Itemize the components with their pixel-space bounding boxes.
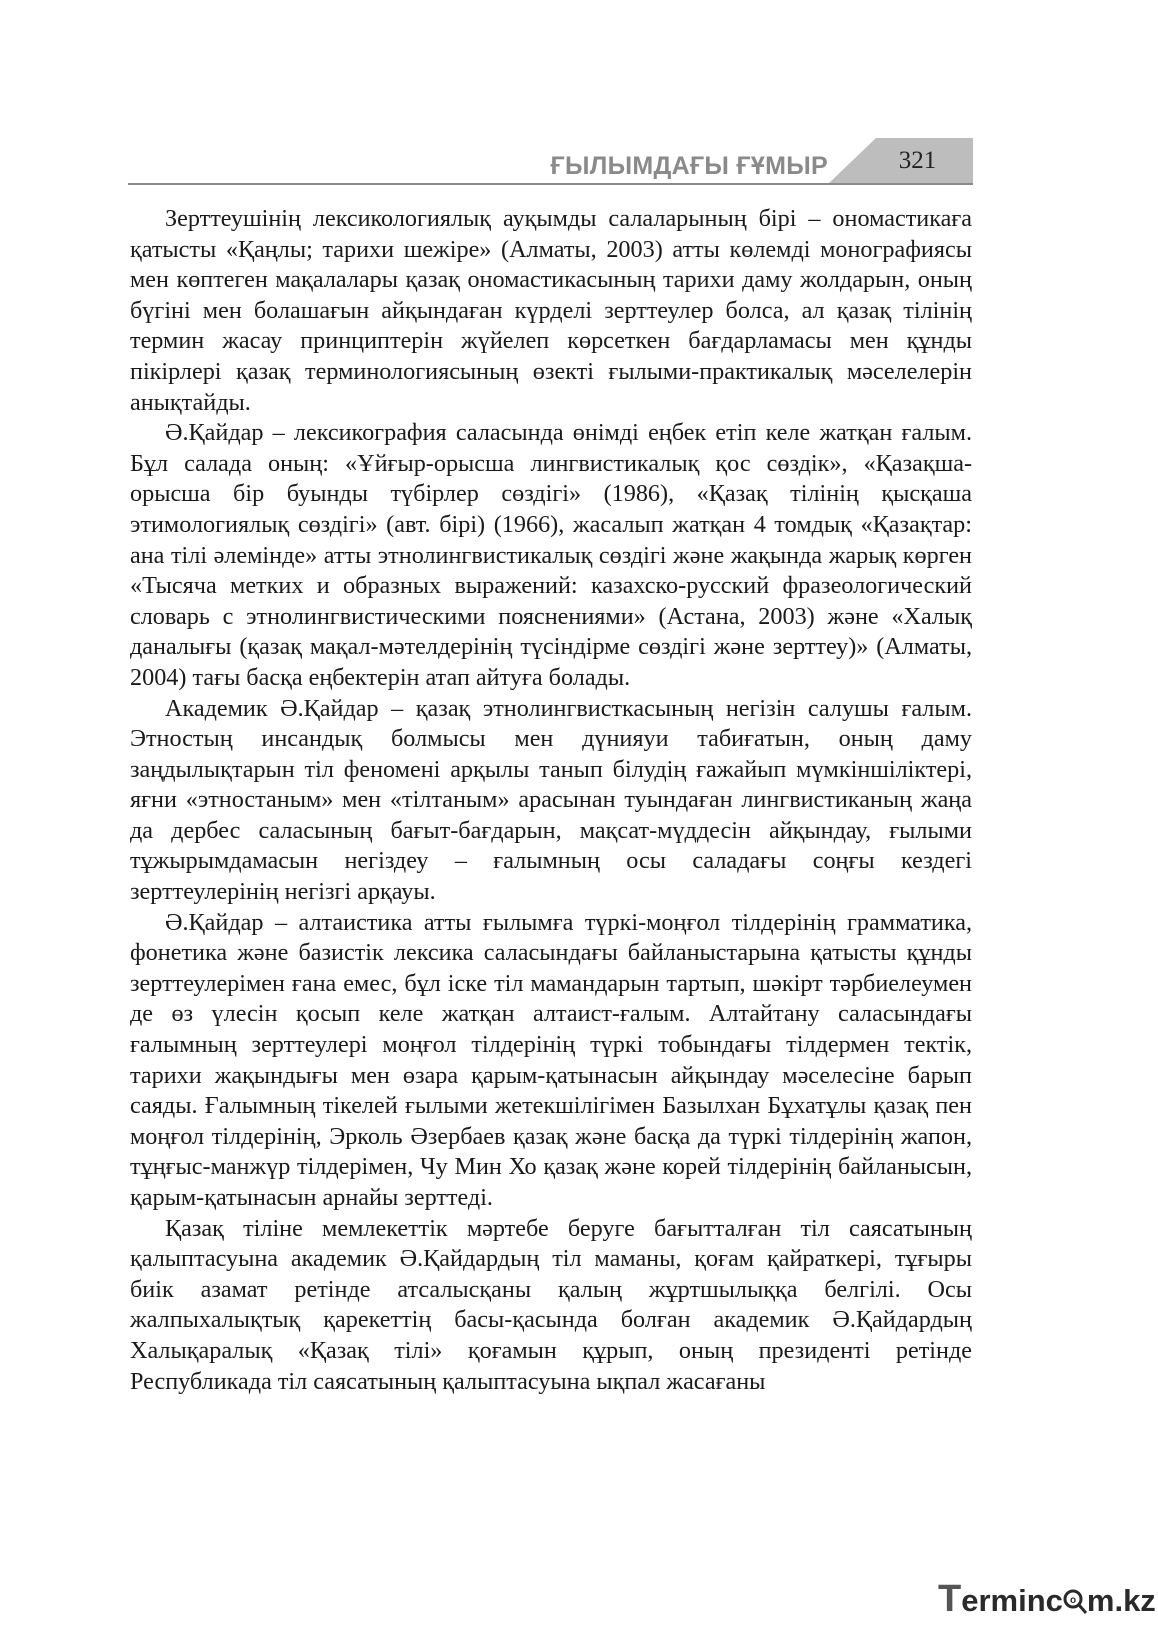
- paragraph-ethnolinguistics: Академик Ә.Қайдар – қазақ этнолингвисткасының негізін салушы ғалым. Этностың инсандық болмысы мен дүнияуи табиғатын, оның даму заңдылықтарын тіл феномені арқылы танып білудің ғажайып мүмкіншіліктері, яғни «этностаным» мен «тілтаным» арасынан туындаған лингвистиканың жаңа да дербес саласының бағыт-бағдарын, мақсат-мүддесін айқындау, ғылыми тұжырымдамасын негіздеу – ғалымның осы саладағы соңғы кездегі зерттеулерінің негізгі арқауы.: [130, 694, 972, 906]
- magnifier-icon: [1063, 1588, 1087, 1614]
- paragraph-altaistics: Ә.Қайдар – алтаистика атты ғылымға түркі-моңғол тілдерінің грамматика, фонетика және базистік лексика саласындағы байланыстарына қатысты құнды зерттеулерімен ғана емес, бұл іске тіл мамандарын тартып, шәкірт тәрбиелеумен де өз үлесін қосып келе жатқан алтаист-ғалым. Алтайтану саласындағы ғалымның зерттеулері моңғол тілдерінің түркі тобындағы тілдермен тектік, тарихи жақындығы мен өзара қарым-қатынасын айқындау мәселесіне барып саяды. Ғалымның тікелей ғылыми жетекшілігімен Базылхан Бұхатұлы қазақ пен моңғол тілдерінің, Эрколь Әзербаев қазақ және басқа да түркі тілдерінің жапон, тұңғыс-манжүр тілдерімен, Чу Мин Хо қазақ және корей тілдерінің байланысын, қарым-қатынасын арнайы зерттеді.: [130, 908, 972, 1211]
- article-body: [130, 204, 972, 1397]
- paragraph-onomastics: Зерттеушінің лексикологиялық ауқымды салаларының бірі – ономастикаға қатысты «Қаңлы; тарихи шежіре» (Алматы, 2003) атты көлемді монографиясы мен көптеген мақалалары қазақ ономастикасының тарихи даму жолдарын, оның бүгіні мен болашағын айқындаған күрделі зерттеулер болса, ал қазақ тілінің термин жасау принциптерін жүйелеп көрсеткен бағдарламасы мен құнды пікірлері қазақ терминологиясының өзекті ғылыми-практикалық мәселелерін анықтайды.: [130, 205, 972, 416]
- watermark-t: T: [938, 1578, 962, 1620]
- paragraph-lexicography: Ә.Қайдар – лексикография саласында өнімді еңбек етіп келе жатқан ғалым. Бұл салада оның: «Ұйғыр-орысша лингвистикалық қос сөздік», «Қазақша-орысша бір буынды түбірлер сөздігі» (1986), «Қазақ тілінің қысқаша этимологиялық сөздігі» (авт. бірі) (1966), жасалып жатқан 4 томдық «Қазақтар: ана тілі әлемінде» атты этнолингвистикалық сөздігі және жақында жарық көрген «Тысяча метких и образных выражений: казахско-русский фразеологический словарь с этнолингвистическими пояснениями» (Астана, 2003) және «Халық даналығы (қазақ мақал-мәтелдерінің түсіндірме сөздігі және зерттеу)» (Алматы, 2004) тағы басқа еңбектерін атап айтуға болады.: [130, 419, 972, 691]
- watermark-text: erminc: [961, 1583, 1063, 1618]
- header-rule: [128, 183, 973, 185]
- page-number: 321: [898, 147, 937, 174]
- site-watermark: [938, 1578, 1156, 1624]
- watermark-domain: m.kz: [1086, 1583, 1156, 1618]
- running-header: [128, 138, 973, 188]
- running-header-title: ҒЫЛЫМДАҒЫ ҒҰМЫР: [550, 152, 828, 180]
- paragraph-language-policy: Қазақ тіліне мемлекеттік мәртебе беруге бағытталған тіл саясатының қалыптасуына академик Ә.Қайдардың тіл маманы, қоғам қайраткері, тұғыры биік азамат ретінде атсалысқаны қалың жұртшылыққа белгілі. Осы жалпыхалықтық қарекеттің басы-қасында болған академик Ә.Қайдардың Халықаралық «Қазақ тілі» қоғамын құрып, оның президенті ретінде Республикада тіл саясатының қалыптасуына ықпал жасағаны: [130, 1214, 972, 1395]
- svg-text:o: o: [1069, 1595, 1076, 1606]
